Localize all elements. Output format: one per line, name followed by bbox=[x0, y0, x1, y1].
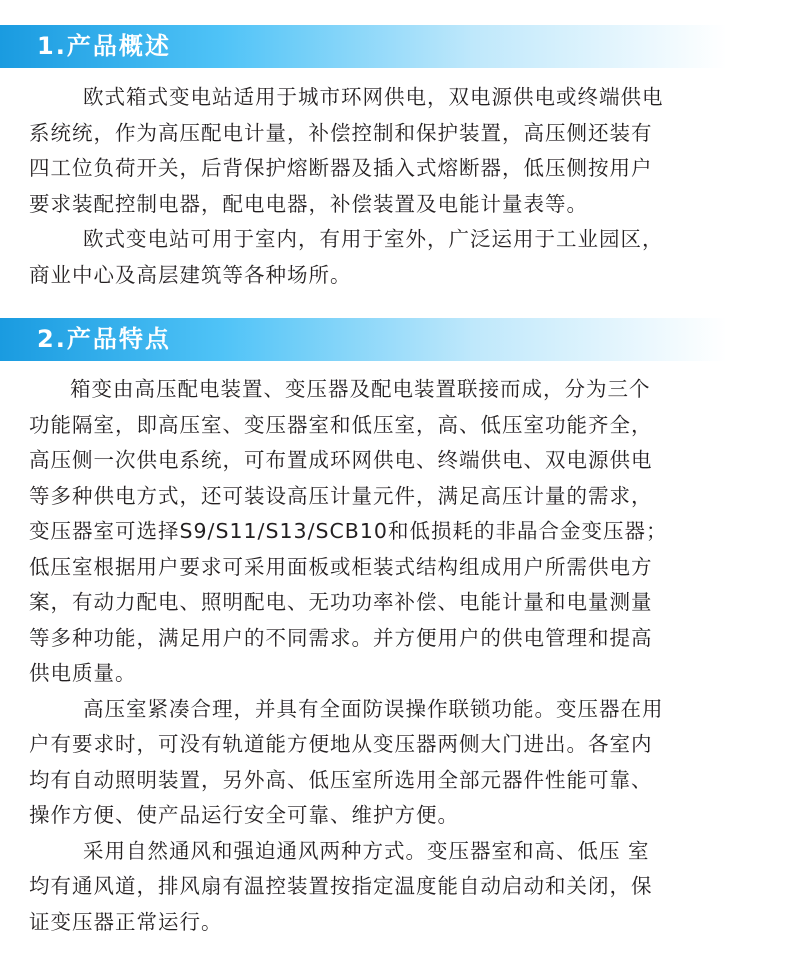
paragraph-line: 要求装配控制电器，配电电器，补偿装置及电能计量表等。 bbox=[29, 191, 588, 216]
paragraph-line: 箱变由高压配电装置、变压器及配电装置联接而成，分为三个 bbox=[70, 377, 651, 401]
paragraph-line: 四工位负荷开关，后背保护熔断器及插入式熔断器，低压侧按用户 bbox=[29, 156, 653, 180]
paragraph-line: 证变压器正常运行。 bbox=[29, 909, 223, 934]
paragraph-line: 户有要求时，可没有轨道能方便地从变压器两侧大门进出。各室内 bbox=[29, 732, 653, 756]
paragraph-line: 高压室紧凑合理，并具有全面防误操作联锁功能。变压器在用 bbox=[83, 696, 664, 721]
paragraph-line: 高压侧一次供电系统，可布置成环网供电、终端供电、双电源供电 bbox=[29, 448, 653, 472]
paragraph-line: 均有自动照明装置，另外高、低压室所选用全部元器件性能可靠、 bbox=[29, 767, 653, 792]
paragraph-line: 系统统，作为高压配电计量，补偿控制和保护装置，高压侧还装有 bbox=[29, 120, 653, 145]
paragraph-line: 等多种功能，满足用户的不同需求。并方便用户的供电管理和提高 bbox=[29, 625, 653, 650]
paragraph-line: 欧式变电站可用于室内，有用于室外，广泛运用于工业园区， bbox=[83, 227, 664, 251]
paragraph-line: 功能隔室，即高压室、变压器室和低压室，高、低压室功能齐全， bbox=[29, 412, 653, 437]
section-body-features bbox=[29, 372, 764, 940]
paragraph-line: 低压室根据用户要求可采用面板或柜装式结构组成用户所需供电方 bbox=[29, 554, 653, 579]
paragraph-line: 商业中心及高层建筑等各种场所。 bbox=[29, 262, 352, 287]
paragraph-line: 操作方便、使产品运行安全可靠、维护方便。 bbox=[29, 803, 459, 827]
paragraph-line: 供电质量。 bbox=[29, 661, 137, 685]
paragraph-line: 变压器室可选择S9/S11/S13/SCB10和低损耗的非晶合金变压器； bbox=[29, 519, 668, 543]
paragraph-line: 等多种供电方式，还可装设高压计量元件，满足高压计量的需求， bbox=[29, 483, 653, 508]
section-header-features bbox=[0, 318, 790, 361]
section-header-overview bbox=[0, 25, 790, 68]
paragraph-line: 均有通风道，排风扇有温控装置按指定温度能自动启动和关闭，保 bbox=[29, 874, 653, 898]
paragraph-line: 欧式箱式变电站适用于城市环网供电，双电源供电或终端供电 bbox=[83, 85, 664, 109]
paragraph-line: 采用自然通风和强迫通风两种方式。变压器室和高、低压 室 bbox=[83, 838, 650, 863]
section-title-features: 2.产品特点 bbox=[37, 325, 171, 353]
section-body-overview bbox=[29, 80, 764, 293]
paragraph-line: 案，有动力配电、照明配电、无功功率补偿、电能计量和电量测量 bbox=[29, 590, 653, 614]
section-title-overview: 1.产品概述 bbox=[37, 32, 171, 60]
